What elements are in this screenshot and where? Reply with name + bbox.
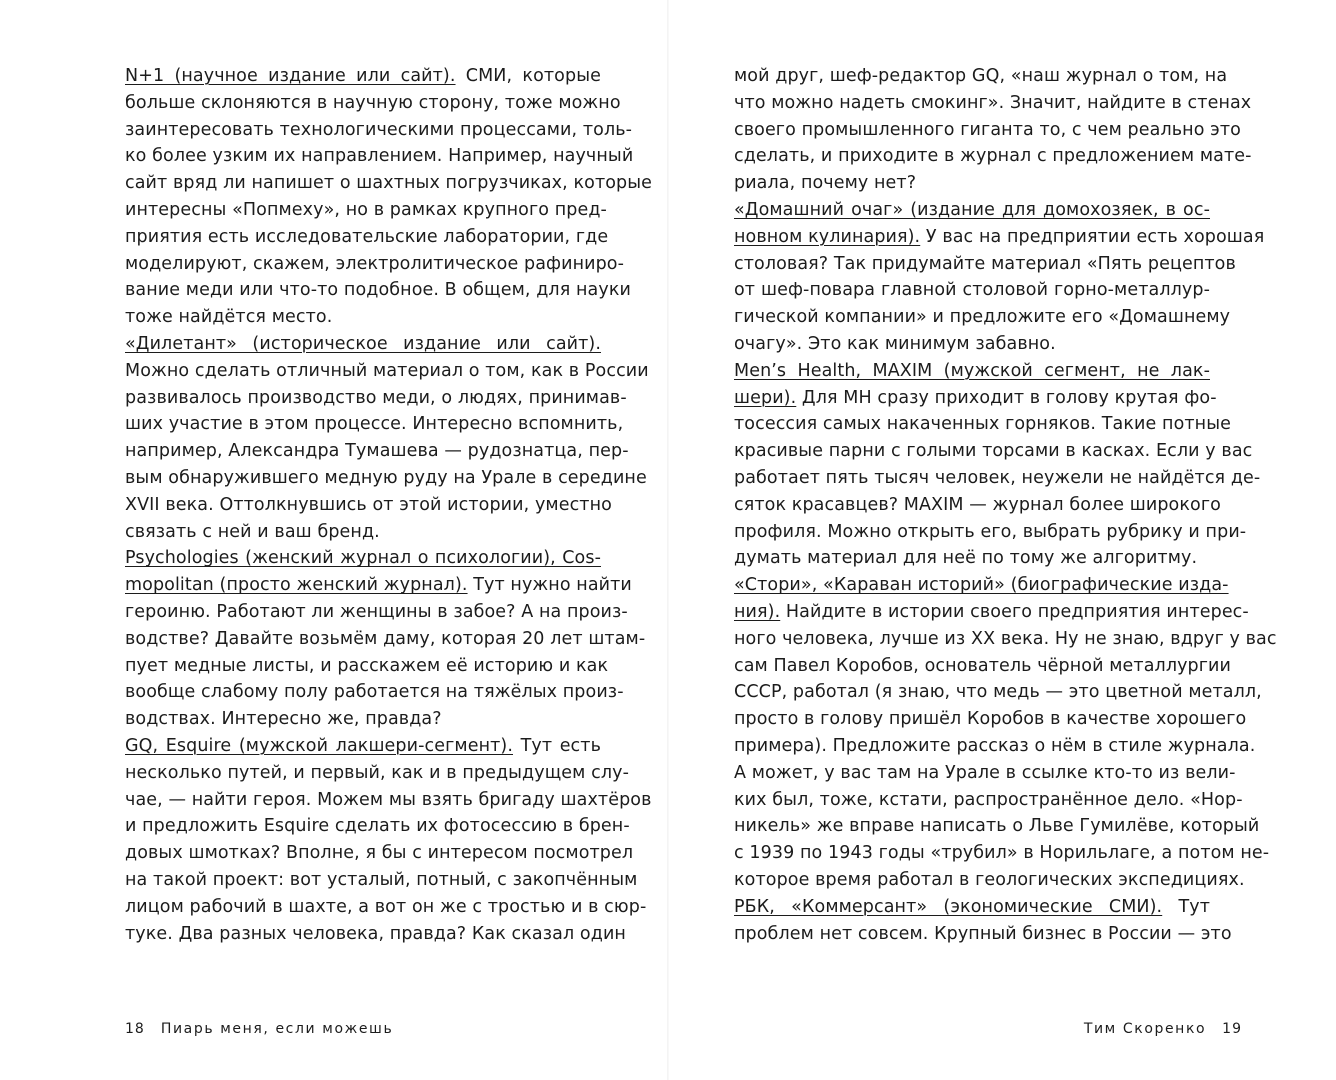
- text-line: [125, 787, 652, 814]
- text-line: [734, 787, 1243, 814]
- text-line: [734, 599, 1249, 626]
- line-text: СМИ, которые: [455, 66, 601, 86]
- author-name: Тим Скоренко: [1083, 1021, 1207, 1037]
- text-line: [125, 921, 626, 948]
- text-line: [734, 277, 1210, 304]
- line-text: СССР, работал (я знаю, что медь — это цветной металл,: [734, 682, 1262, 703]
- text-line: [734, 706, 1247, 733]
- text-line: [125, 653, 609, 680]
- left-page-body: [125, 63, 653, 947]
- publication-name: шери).: [734, 387, 797, 408]
- line-text: например, Александра Тумашева — рудознатца, пер-: [125, 441, 629, 462]
- text-line: [734, 545, 1210, 572]
- text-line: [734, 813, 1260, 840]
- line-text: риала, почему нет?: [734, 173, 917, 194]
- text-line: [734, 921, 1232, 948]
- publication-name: «Стори», «Караван историй» (биографические изда-: [734, 575, 1229, 596]
- line-text: водстве? Давайте возьмём даму, которая 20 лет штам-: [125, 628, 646, 649]
- text-line: [734, 867, 1245, 894]
- text-line: [125, 492, 612, 519]
- text-line: [125, 572, 632, 599]
- text-line: [734, 143, 1252, 170]
- text-line: [125, 224, 609, 251]
- text-line: [734, 224, 1265, 251]
- line-text: моделируют, скажем, электролитическое рафиниро-: [125, 253, 625, 274]
- line-text: работает пять тысяч человек, неужели не найдётся де-: [734, 467, 1261, 488]
- line-text: никель» же вправе написать о Льве Гумилёве, который: [734, 816, 1260, 837]
- line-text: ко более узким их направлением. Например, научный: [125, 146, 634, 167]
- publication-name: Psychologies (женский журнал о психологии), Cos-: [125, 548, 601, 569]
- line-text: несколько путей, и первый, как и в предыдущем слу-: [125, 762, 630, 783]
- line-text: лицом рабочий в шахте, а вот он же с тростью и в сюр-: [125, 896, 647, 917]
- line-text: интересны «Попмеху», но в рамках крупного пред-: [125, 199, 607, 220]
- line-text: XVII века. Оттолкнувшись от этой истории, уместно: [125, 494, 612, 515]
- line-text: просто в голову пришёл Коробов в качестве хорошего: [734, 709, 1247, 730]
- publication-name: Men’s Health, MAXIM (мужской сегмент, не лак-: [734, 360, 1210, 381]
- line-text: Тут нужно найти: [467, 575, 632, 596]
- line-text: заинтересовать технологическими процессами, толь-: [125, 119, 633, 140]
- text-line: [125, 304, 601, 331]
- text-line: [734, 411, 1232, 438]
- text-line: [734, 465, 1261, 492]
- line-text: мой друг, шеф-редактор GQ, «наш журнал о том, на: [734, 66, 1228, 86]
- line-text: проблем нет совсем. Крупный бизнес в России — это: [734, 923, 1232, 944]
- publication-name: новном кулинария).: [734, 226, 921, 247]
- text-line: [125, 519, 601, 546]
- publication-name: РБК, «Коммерсант» (экономические СМИ).: [734, 896, 1163, 917]
- line-text: сам Павел Коробов, основатель чёрной металлургии: [734, 655, 1232, 676]
- text-line: [734, 251, 1236, 278]
- text-line: [125, 170, 653, 197]
- line-text: столовая? Так придумайте материал «Пять рецептов: [734, 253, 1236, 274]
- line-text: Тут есть: [513, 735, 601, 756]
- line-text: гической компании» и предложите его «Домашнему: [734, 307, 1231, 328]
- line-text: которое время работал в геологических экспедициях.: [734, 869, 1245, 890]
- line-text: развивалось производство меди, о людях, принимав-: [125, 387, 627, 408]
- text-line: [125, 545, 601, 572]
- line-text: ших участие в этом процессе. Интересно вспомнить,: [125, 414, 624, 435]
- text-line: [125, 894, 647, 921]
- line-text: Тут: [1162, 896, 1210, 917]
- line-text: красивые парни с голыми торсами в касках. Если у вас: [734, 441, 1253, 462]
- text-line: [734, 760, 1236, 787]
- text-line: [734, 840, 1270, 867]
- line-text: думать материал для неё по тому же алгоритму.: [734, 548, 1198, 569]
- text-line: [734, 331, 1210, 358]
- line-text: героиню. Работают ли женщины в забое? А на произ-: [125, 601, 628, 622]
- publication-name: GQ, Esquire (мужской лакшери-сегмент).: [125, 735, 513, 756]
- text-line: [125, 813, 630, 840]
- text-line: [734, 358, 1210, 385]
- left-page-number: 18: [125, 1021, 145, 1037]
- publication-name: «Домашний очаг» (издание для домохозяек, в ос-: [734, 199, 1210, 220]
- line-text: туке. Два разных человека, правда? Как сказал один: [125, 923, 626, 944]
- line-text: чае, — найти героя. Можем мы взять бригаду шахтёров: [125, 789, 652, 810]
- right-page-body: [734, 63, 1277, 947]
- line-text: больше склоняются в научную сторону, тоже можно: [125, 92, 621, 113]
- line-text: А может, у вас там на Урале в ссылке кто-то из вели-: [734, 762, 1236, 783]
- line-text: тоже найдётся место.: [125, 307, 333, 328]
- text-line: [125, 840, 634, 867]
- left-page-footer: [125, 1021, 393, 1037]
- line-text: очагу». Это как минимум забавно.: [734, 333, 1056, 354]
- line-text: вообще слабому полу работается на тяжёлых произ-: [125, 682, 624, 703]
- text-line: [125, 117, 633, 144]
- text-line: [125, 358, 649, 385]
- text-line: [125, 411, 624, 438]
- text-line: [125, 438, 629, 465]
- publication-name: mopolitan (просто женский журнал).: [125, 575, 468, 596]
- line-text: ких был, тоже, кстати, распространённое дело. «Нор-: [734, 789, 1243, 810]
- line-text: водствах. Интересно же, правда?: [125, 709, 442, 730]
- text-line: [125, 331, 601, 358]
- text-line: [734, 519, 1247, 546]
- text-line: [125, 465, 647, 492]
- line-text: пует медные листы, и расскажем её историю и как: [125, 655, 609, 676]
- right-page-number: 19: [1222, 1021, 1242, 1037]
- publication-name: N+1 (научное издание или сайт).: [125, 66, 456, 86]
- text-line: [734, 733, 1256, 760]
- line-text: ного человека, лучше из XX века. Ну не знаю, вдруг у вас: [734, 628, 1277, 649]
- text-line: [125, 385, 627, 412]
- text-line: [734, 438, 1253, 465]
- text-line: [125, 90, 621, 117]
- line-text: своего промышленного гиганта то, с чем реально это: [734, 119, 1241, 140]
- line-text: довых шмотках? Вполне, я бы с интересом посмотрел: [125, 843, 634, 864]
- line-text: с 1939 по 1943 годы «трубил» в Норильлаге, а потом не-: [734, 843, 1270, 864]
- text-line: [125, 679, 624, 706]
- text-line: [734, 653, 1232, 680]
- text-line: [734, 117, 1241, 144]
- text-line: [734, 894, 1210, 921]
- text-line: [734, 385, 1217, 412]
- text-line: [125, 143, 634, 170]
- line-text: примера). Предложите рассказ о нём в стиле журнала.: [734, 735, 1256, 756]
- text-line: [734, 572, 1229, 599]
- text-line: [734, 63, 1228, 90]
- line-text: и предложить Esquire сделать их фотосессию в брен-: [125, 816, 630, 837]
- line-text: что можно надеть смокинг». Значит, найдите в стенах: [734, 92, 1252, 113]
- line-text: У вас на предприятии есть хорошая: [920, 226, 1265, 247]
- text-line: [125, 706, 601, 733]
- text-line: [125, 197, 607, 224]
- text-line: [125, 733, 601, 760]
- line-text: сделать, и приходите в журнал с предложением мате-: [734, 146, 1252, 167]
- text-line: [734, 492, 1221, 519]
- text-line: [125, 277, 631, 304]
- line-text: приятия есть исследовательские лаборатории, где: [125, 226, 609, 247]
- text-line: [734, 90, 1252, 117]
- right-page-footer: [1084, 1021, 1242, 1037]
- line-text: вание меди или что-то подобное. В общем, для науки: [125, 280, 631, 301]
- line-text: связать с ней и ваш бренд.: [125, 521, 380, 542]
- text-line: [734, 679, 1262, 706]
- text-line: [734, 197, 1210, 224]
- line-text: сяток красавцев? MAXIM — журнал более широкого: [734, 494, 1221, 515]
- text-line: [125, 599, 628, 626]
- line-text: тосессия самых накаченных горняков. Такие потные: [734, 414, 1232, 435]
- publication-name: «Дилетант» (историческое издание или сайт).: [125, 333, 601, 354]
- text-line: [125, 251, 625, 278]
- line-text: Найдите в истории своего предприятия интерес-: [780, 601, 1249, 622]
- text-line: [125, 760, 630, 787]
- line-text: профиля. Можно открыть его, выбрать рубрику и при-: [734, 521, 1247, 542]
- line-text: Для МН сразу приходит в голову крутая фо-: [796, 387, 1217, 408]
- book-title: Пиарь меня, если можешь: [160, 1021, 394, 1037]
- line-text: от шеф-повара главной столовой горно-металлур-: [734, 280, 1210, 301]
- text-line: [734, 170, 1210, 197]
- line-text: сайт вряд ли напишет о шахтных погрузчиках, которые: [125, 173, 653, 194]
- text-line: [125, 626, 646, 653]
- text-line: [734, 304, 1231, 331]
- page-gutter: [667, 0, 669, 1080]
- text-line: [125, 63, 601, 90]
- text-line: [734, 626, 1277, 653]
- line-text: вым обнаружившего медную руду на Урале в середине: [125, 467, 647, 488]
- line-text: Можно сделать отличный материал о том, как в России: [125, 360, 649, 381]
- publication-name: ния).: [734, 601, 781, 622]
- line-text: на такой проект: вот усталый, потный, с закопчённым: [125, 869, 638, 890]
- text-line: [125, 867, 638, 894]
